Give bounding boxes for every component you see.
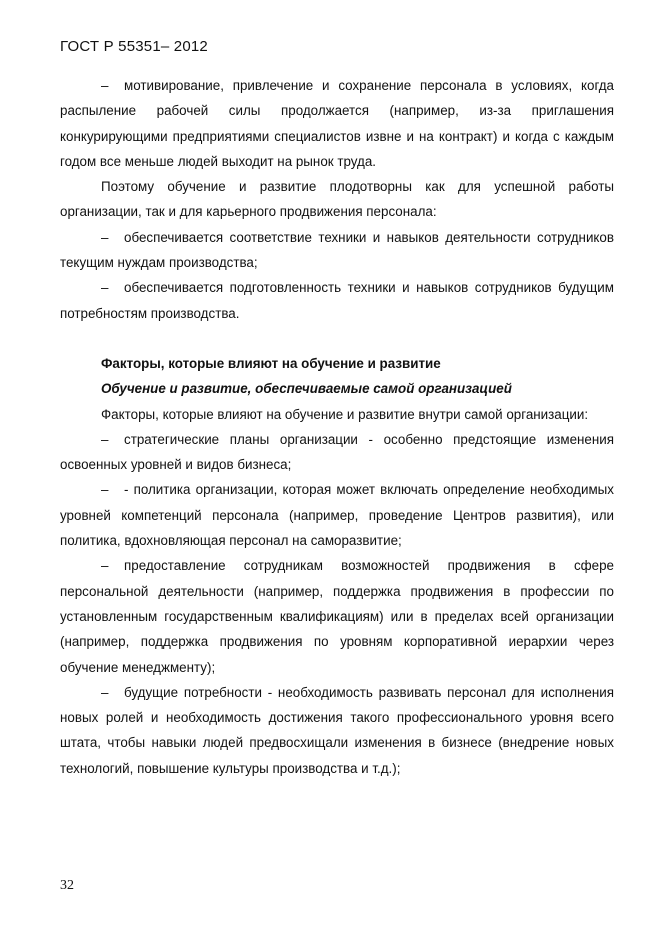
list-item [60,427,614,478]
paragraph: Поэтому обучение и развитие плодотворны как для успешной работы организации, так и для карьерного продвижения персонала: [60,179,614,220]
list-dash: – [101,684,109,700]
list-item [60,73,614,174]
list-item [60,553,614,679]
list-item-text: будущие потребности - необходимость развивать персонал для исполнения новых ролей и необходимость достижения такого профессионального уровня всего штата, чтобы навыки людей предвосхищали изменения в бизнесе (внедрение новых технологий, повышение культуры производства и т.д.); [60,684,614,776]
list-item-text: обеспечивается соответствие техники и навыков деятельности сотрудников текущим нуждам производства; [60,229,614,271]
list-dash: – [101,482,109,498]
list-dash: – [101,431,109,447]
list-dash: – [101,78,109,93]
list-dash: – [101,229,109,245]
list-item-text: - политика организации, которая может включать определение необходимых уровней компетенций персонала (например, проведение Центров развития), или политика, вдохновляющая персонал на саморазвитие; [60,482,614,549]
list-dash: – [101,280,109,296]
list-item [60,477,614,553]
list-item-text: обеспечивается подготовленность техники и навыков сотрудников будущим потребностям производства. [60,280,614,321]
list-item [60,275,614,326]
document-header: ГОСТ Р 55351– 2012 [60,38,208,55]
section-heading: Факторы, которые влияют на обучение и развитие [101,355,441,371]
page-number: 32 [60,878,74,893]
list-item-text: предоставление сотрудникам возможностей продвижения в сфере персональной деятельности (например, поддержка продвижения в профессии по установленным государственным квалификациям) или в пределах всей организации (например, поддержка продвижения по уровням корпоративной иерархии через обучение менеджменту); [60,558,614,675]
document-body [60,73,614,781]
list-item-text: мотивирование, привлечение и сохранение персонала в условиях, когда распыление рабочей силы продолжается (например, из-за приглашения конкурирующими предприятиями специалистов извне и на контракт) и когда с каждым годом все меньше людей выходит на рынок труда. [60,78,614,169]
list-dash: – [101,558,109,574]
list-item-text: стратегические планы организации - особенно предстоящие изменения освоенных уровней и видов бизнеса; [60,431,614,473]
list-item [60,680,614,781]
subsection-heading: Обучение и развитие, обеспечиваемые самой организацией [101,381,512,397]
spacer [60,326,614,351]
list-item [60,225,614,276]
paragraph: Факторы, которые влияют на обучение и развитие внутри самой организации: [101,406,589,422]
